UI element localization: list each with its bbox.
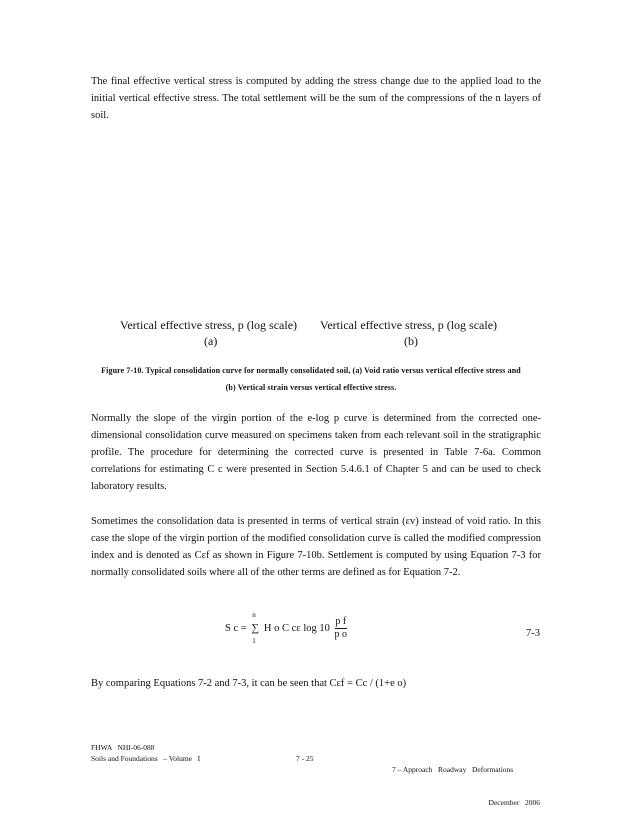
paragraph-final-stress: The final effective vertical stress is computed by adding the stress change due to the applied load to the initial vertical effective stress. The total settlement will be the sum of the compressions of the n layers of soil. <box>91 76 541 121</box>
equation-7-3 <box>225 610 347 645</box>
figure-caption: Figure 7-10. Typical consolidation curve for normally consolidated soil, (a) Void ratio versus vertical effective stress and (b) Vertical strain versus vertical effective stress. <box>101 366 521 392</box>
paragraph-vertical-strain: Sometimes the consolidation data is presented in terms of vertical strain (εv) instead of void ratio. In this case the slope of the virgin portion of the modified consolidation curve is called the modified compression index and is denoted as Cεf as shown in Figure 7-10b. Settlement is computed by using Equation 7-3 for normally consolidated soils where all of the other terms are defined as for Equation 7-2. <box>91 516 541 578</box>
fraction-denominator: p o <box>334 629 347 640</box>
footer-left: FHWA NHI-06-088 Soils and Foundations – Volume I <box>91 743 201 763</box>
figure-sublabel-a: (a) <box>204 334 218 348</box>
paragraph-comparison: By comparing Equations 7-2 and 7-3, it can be seen that Cεf = Cc / (1+e o) <box>91 678 407 689</box>
footer-page-number: 7 - 25 <box>296 754 314 763</box>
equation-lhs: S c = <box>225 622 250 634</box>
sigma-icon: ∑ <box>251 622 260 634</box>
equation-fraction <box>335 616 348 641</box>
figure-xlabel-b: Vertical effective stress, p (log scale) <box>320 318 498 332</box>
fraction-numerator: p f <box>335 616 347 627</box>
sum-upper-limit: n <box>252 610 256 619</box>
footer-chapter-title: 7 – Approach Roadway Deformations <box>392 765 514 774</box>
summation-symbol <box>249 610 261 645</box>
footer-right <box>392 742 540 830</box>
figure-sublabel-b: (b) <box>404 334 418 348</box>
paragraph-virgin-slope: Normally the slope of the virgin portion of the e-log p curve is determined from the corrected one-dimensional consolidation curve measured on specimens taken from each relevant soil in the stratigraphic profile. The procedure for determining the corrected curve is presented in Table 7-6a. Common correlations for estimating C c were presented in Section 5.4.6.1 of Chapter 5 and can be used to check laboratory results. <box>91 413 541 492</box>
equation-body: H o C cε log 10 <box>263 622 330 634</box>
equation-number: 7-3 <box>526 628 540 639</box>
footer-date: December 2006 <box>488 798 540 807</box>
sum-lower-limit: 1 <box>252 636 256 645</box>
figure-xlabel-a: Vertical effective stress, p (log scale) <box>120 318 298 332</box>
